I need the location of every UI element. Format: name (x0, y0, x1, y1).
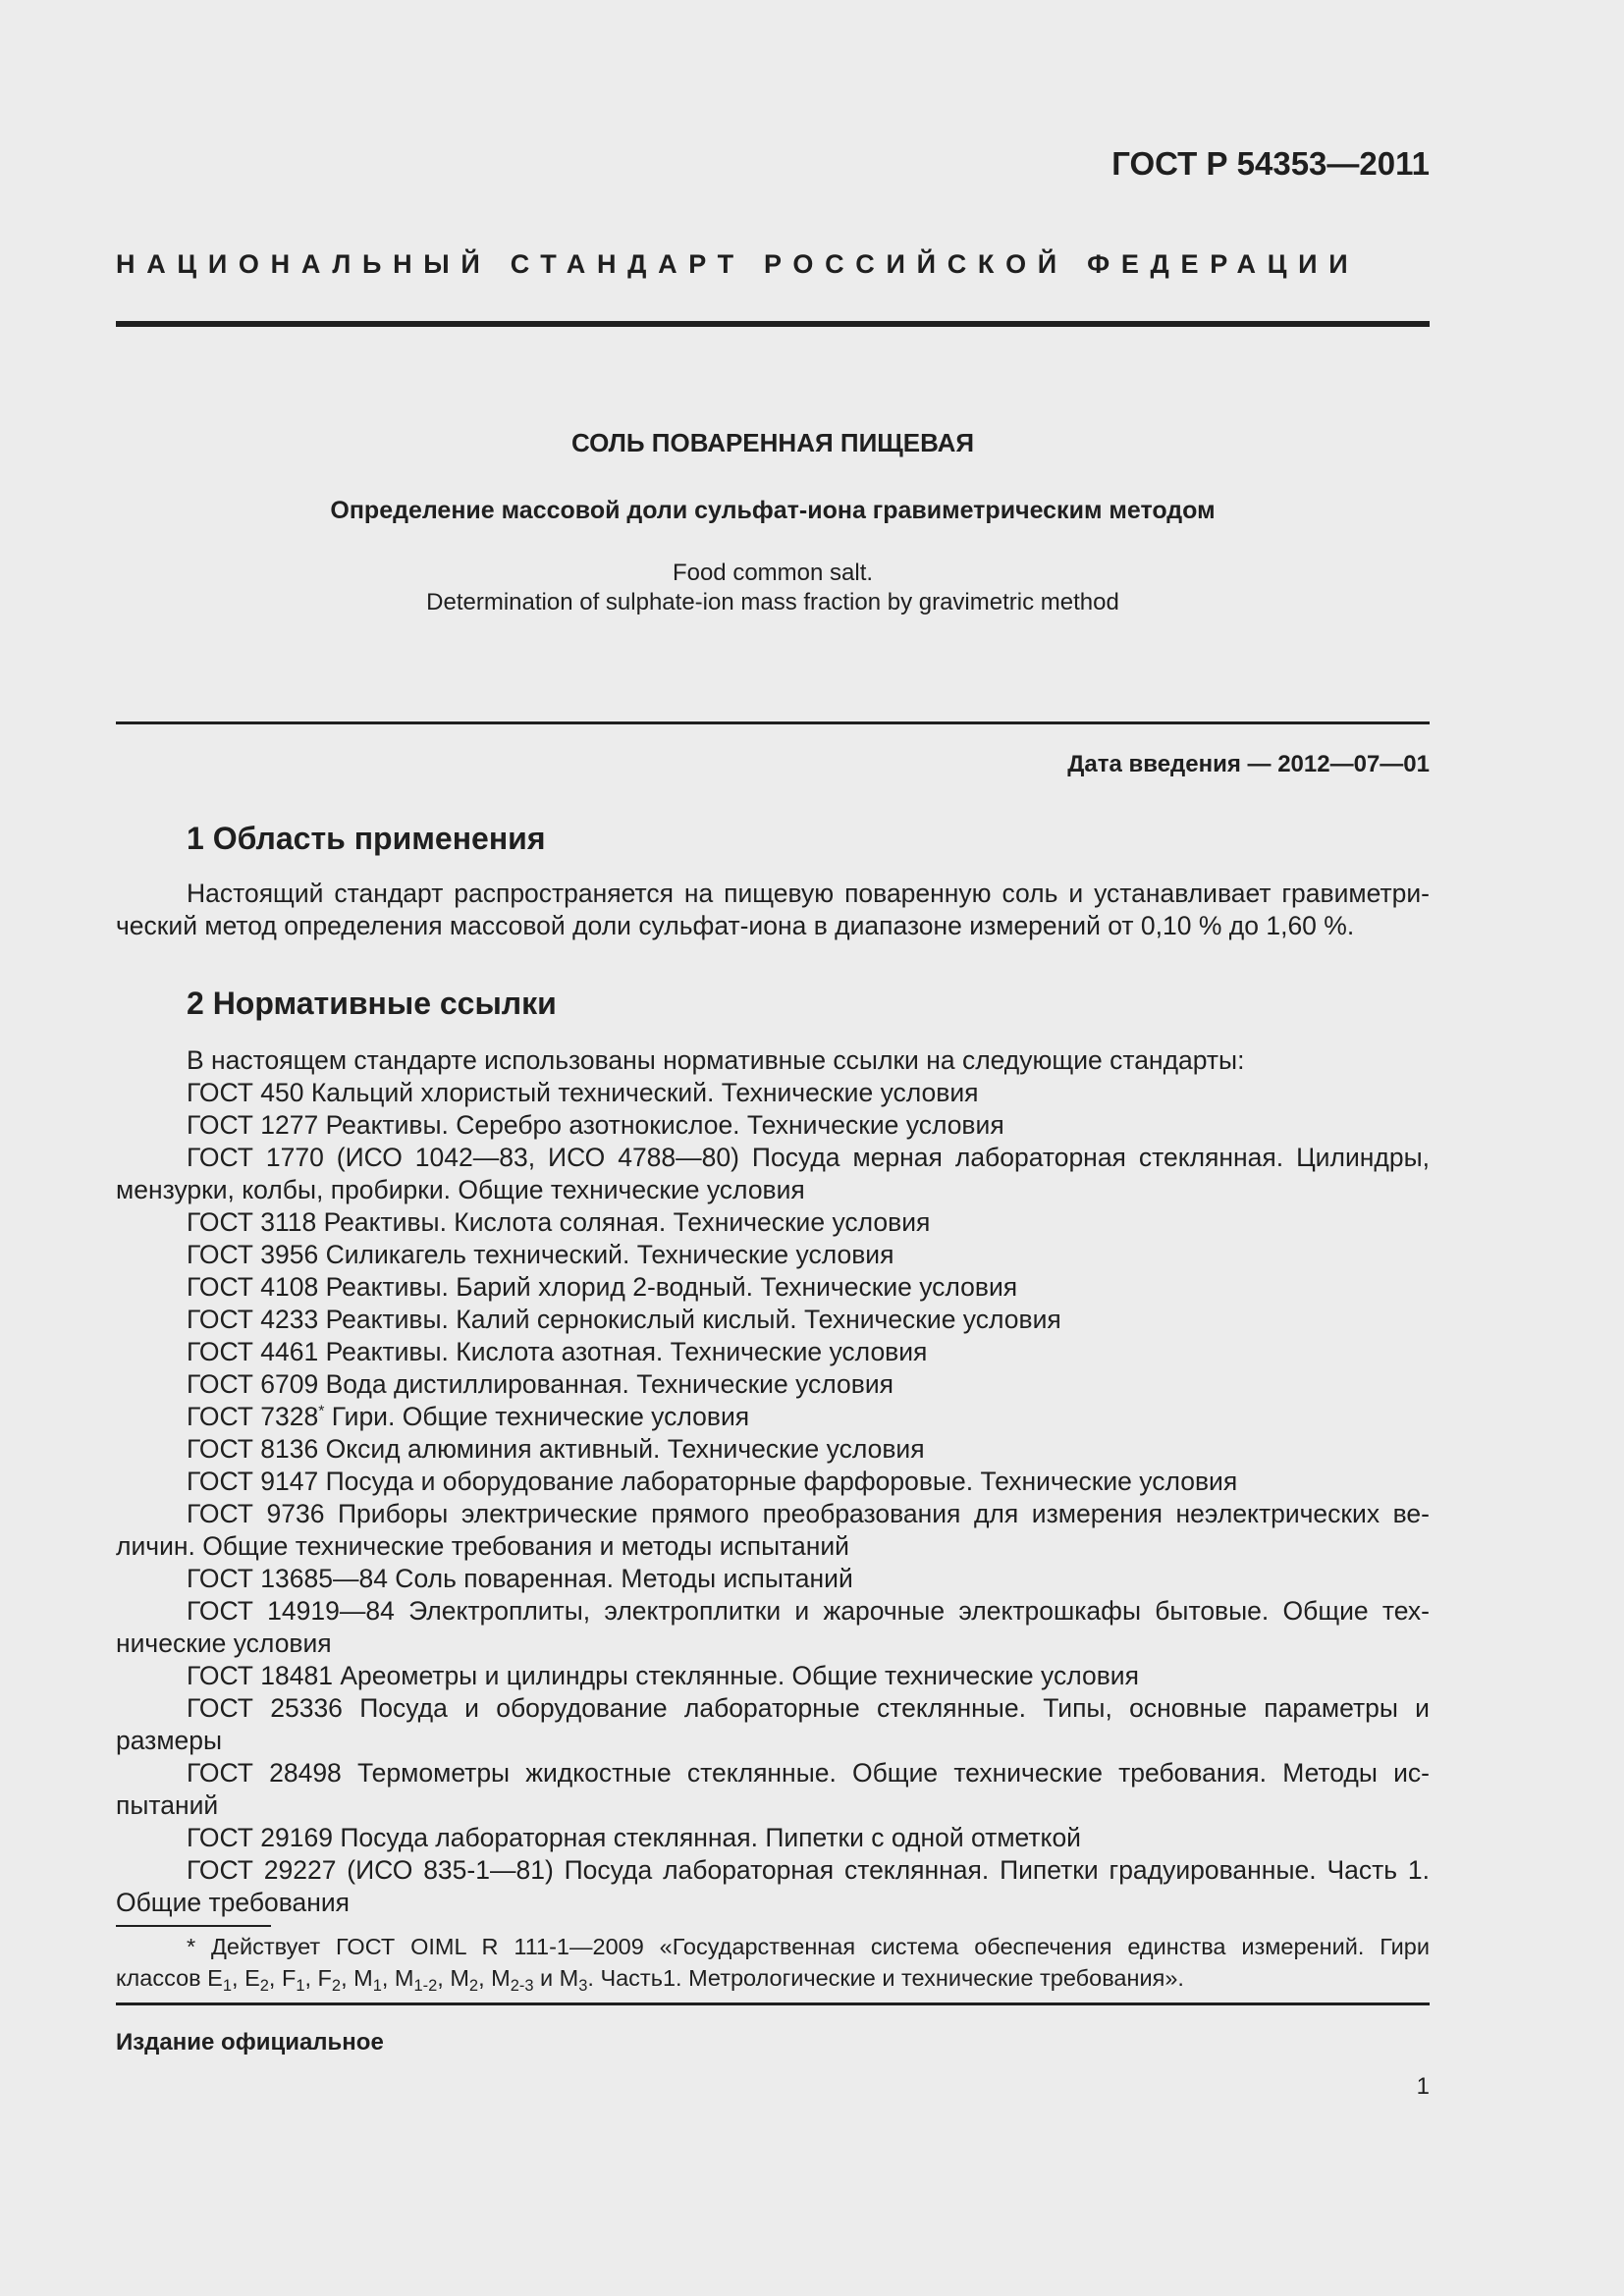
section-1-text-line-2: ческий метод определения массовой доли сульфат-иона в диапазоне измерений от 0,10 % до 1,60 %. (116, 911, 1355, 940)
subscript: 2 (259, 1976, 269, 1994)
english-title-line-1: Food common salt. (672, 560, 874, 586)
footnote-text: и M (533, 1965, 579, 1991)
reference-item: ГОСТ 8136 Оксид алюминия активный. Технические условия (187, 1434, 925, 1464)
reference-text: Гири. Общие технические условия (324, 1402, 750, 1431)
document-title: СОЛЬ ПОВАРЕННАЯ ПИЩЕВАЯ (570, 428, 975, 457)
section-1-heading: 1 Область применения (187, 821, 546, 856)
reference-item: ГОСТ 18481 Ареометры и цилиндры стеклянные. Общие технические условия (187, 1661, 1139, 1690)
reference-item-continuation: Общие требования (116, 1888, 351, 1917)
footnote-divider (116, 1925, 271, 1927)
footnote-text: . Часть1. Метрологические и технические требования». (587, 1965, 1184, 1991)
reference-item-continuation: мензурки, колбы, пробирки. Общие технические условия (116, 1175, 805, 1204)
reference-item: ГОСТ 1770 (ИСО 1042—83, ИСО 4788—80) Посуда мерная лабораторная стеклянная. Цилиндры, (187, 1143, 1430, 1172)
footnote-line-1: * Действует ГОСТ OIML R 111-1—2009 «Государственная система обеспечения единства измерений. Гири (187, 1934, 1430, 1959)
reference-item: ГОСТ 28498 Термометры жидкостные стеклянные. Общие технические требования. Методы ис- (187, 1758, 1430, 1788)
national-standard-banner: НАЦИОНАЛЬНЫЙ СТАНДАРТ РОССИЙСКОЙ ФЕДЕРАЦИИ (116, 249, 1360, 279)
reference-item: ГОСТ 4233 Реактивы. Калий сернокислый кислый. Технические условия (187, 1305, 1061, 1334)
reference-item-continuation: личин. Общие технические требования и методы испытаний (116, 1531, 849, 1561)
reference-code: ГОСТ 7328 (187, 1402, 319, 1431)
footnote-text: , M (437, 1965, 469, 1991)
reference-item: ГОСТ 9147 Посуда и оборудование лабораторные фарфоровые. Технические условия (187, 1467, 1238, 1496)
reference-item-continuation: пытаний (116, 1790, 219, 1820)
reference-item: ГОСТ 29227 (ИСО 835-1—81) Посуда лабораторная стеклянная. Пипетки градуированные. Часть 1. (187, 1855, 1430, 1885)
footnote-marker: * (318, 1403, 325, 1420)
subscript: 1-2 (413, 1976, 438, 1994)
middle-divider (116, 721, 1430, 724)
reference-item (187, 1401, 1430, 1433)
section-2-intro: В настоящем стандарте использованы нормативные ссылки на следующие стандарты: (187, 1045, 1245, 1075)
footnote-text: , F (268, 1965, 297, 1991)
reference-item: ГОСТ 6709 Вода дистиллированная. Технические условия (187, 1369, 894, 1399)
footnote-text: , M (341, 1965, 373, 1991)
reference-item: ГОСТ 1277 Реактивы. Серебро азотнокислое. Технические условия (187, 1110, 1004, 1140)
bottom-divider (116, 2002, 1430, 2005)
subscript: 2 (331, 1976, 342, 1994)
footnote-line-2 (116, 1962, 1430, 1994)
reference-item: ГОСТ 29169 Посуда лабораторная стеклянная. Пипетки с одной отметкой (187, 1823, 1081, 1852)
introduction-date: Дата введения — 2012—07—01 (1067, 751, 1430, 777)
footnote-text: , M (381, 1965, 414, 1991)
reference-item: ГОСТ 14919—84 Электроплиты, электроплитки и жарочные электрошкафы бытовые. Общие тех- (187, 1596, 1430, 1626)
reference-item: ГОСТ 450 Кальций хлористый технический. Технические условия (187, 1078, 979, 1107)
reference-item: ГОСТ 3118 Реактивы. Кислота соляная. Технические условия (187, 1207, 931, 1237)
english-title-line-2: Determination of sulphate-ion mass fraction by gravimetric method (426, 589, 1119, 615)
reference-item-continuation: нические условия (116, 1629, 332, 1658)
section-2-heading: 2 Нормативные ссылки (187, 986, 557, 1021)
page-number: 1 (1416, 2073, 1430, 2100)
section-1-text-line-1: Настоящий стандарт распространяется на пищевую поваренную соль и устанавливает гравиметри- (187, 879, 1430, 908)
reference-item: ГОСТ 25336 Посуда и оборудование лабораторные стеклянные. Типы, основные параметры и (187, 1693, 1430, 1723)
subscript: 3 (578, 1976, 588, 1994)
footnote-text: , E (232, 1965, 260, 1991)
reference-item: ГОСТ 13685—84 Соль поваренная. Методы испытаний (187, 1564, 853, 1593)
document-subtitle: Определение массовой доли сульфат-иона гравиметрическим методом (330, 497, 1216, 524)
reference-item: ГОСТ 4108 Реактивы. Барий хлорид 2-водный. Технические условия (187, 1272, 1018, 1302)
top-divider (116, 321, 1430, 327)
subscript: 2 (468, 1976, 479, 1994)
footnote-text: , M (478, 1965, 511, 1991)
document-id: ГОСТ Р 54353—2011 (1111, 145, 1430, 182)
subscript: 2-3 (510, 1976, 534, 1994)
footnote-text: , F (304, 1965, 332, 1991)
reference-item: ГОСТ 9736 Приборы электрические прямого преобразования для измерения неэлектрических ве- (187, 1499, 1430, 1528)
footnote-text: классов E (116, 1965, 223, 1991)
subscript: 1 (372, 1976, 382, 1994)
reference-item: ГОСТ 4461 Реактивы. Кислота азотная. Технические условия (187, 1337, 928, 1366)
reference-item-continuation: размеры (116, 1726, 223, 1755)
reference-item: ГОСТ 3956 Силикагель технический. Технические условия (187, 1240, 894, 1269)
subscript: 1 (222, 1976, 233, 1994)
edition-label: Издание официальное (116, 2029, 384, 2056)
subscript: 1 (296, 1976, 305, 1994)
